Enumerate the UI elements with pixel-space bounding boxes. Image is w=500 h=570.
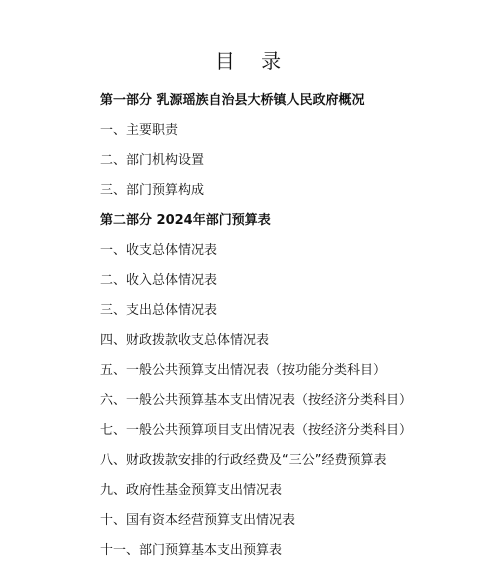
toc-entry: 一、收支总体情况表 bbox=[100, 243, 218, 258]
toc-entry: 十、国有资本经营预算支出情况表 bbox=[100, 513, 296, 528]
toc-entry: 四、财政拨款收支总体情况表 bbox=[100, 333, 270, 348]
toc-entry: 一、主要职责 bbox=[100, 123, 179, 138]
toc-entry: 二、收入总体情况表 bbox=[100, 273, 218, 288]
toc-entry-part-1: 第一部分 乳源瑶族自治县大桥镇人民政府概况 bbox=[100, 93, 365, 108]
toc-entry-part-2: 第二部分 2024年部门预算表 bbox=[100, 213, 271, 228]
toc-entry: 二、部门机构设置 bbox=[100, 153, 205, 168]
toc-entry: 八、财政拨款安排的行政经费及“三公”经费预算表 bbox=[100, 453, 387, 468]
toc-entry: 七、一般公共预算项目支出情况表（按经济分类科目） bbox=[100, 423, 413, 438]
toc-entry: 十一、部门预算基本支出预算表 bbox=[100, 543, 283, 558]
toc-entry: 三、支出总体情况表 bbox=[100, 303, 218, 318]
toc-entry: 三、部门预算构成 bbox=[100, 183, 205, 198]
toc-entry: 五、一般公共预算支出情况表（按功能分类科目） bbox=[100, 363, 387, 378]
page-title: 目 录 bbox=[214, 49, 292, 73]
table-of-contents bbox=[100, 90, 412, 570]
toc-entry: 六、一般公共预算基本支出情况表（按经济分类科目） bbox=[100, 393, 413, 408]
toc-entry: 九、政府性基金预算支出情况表 bbox=[100, 483, 283, 498]
